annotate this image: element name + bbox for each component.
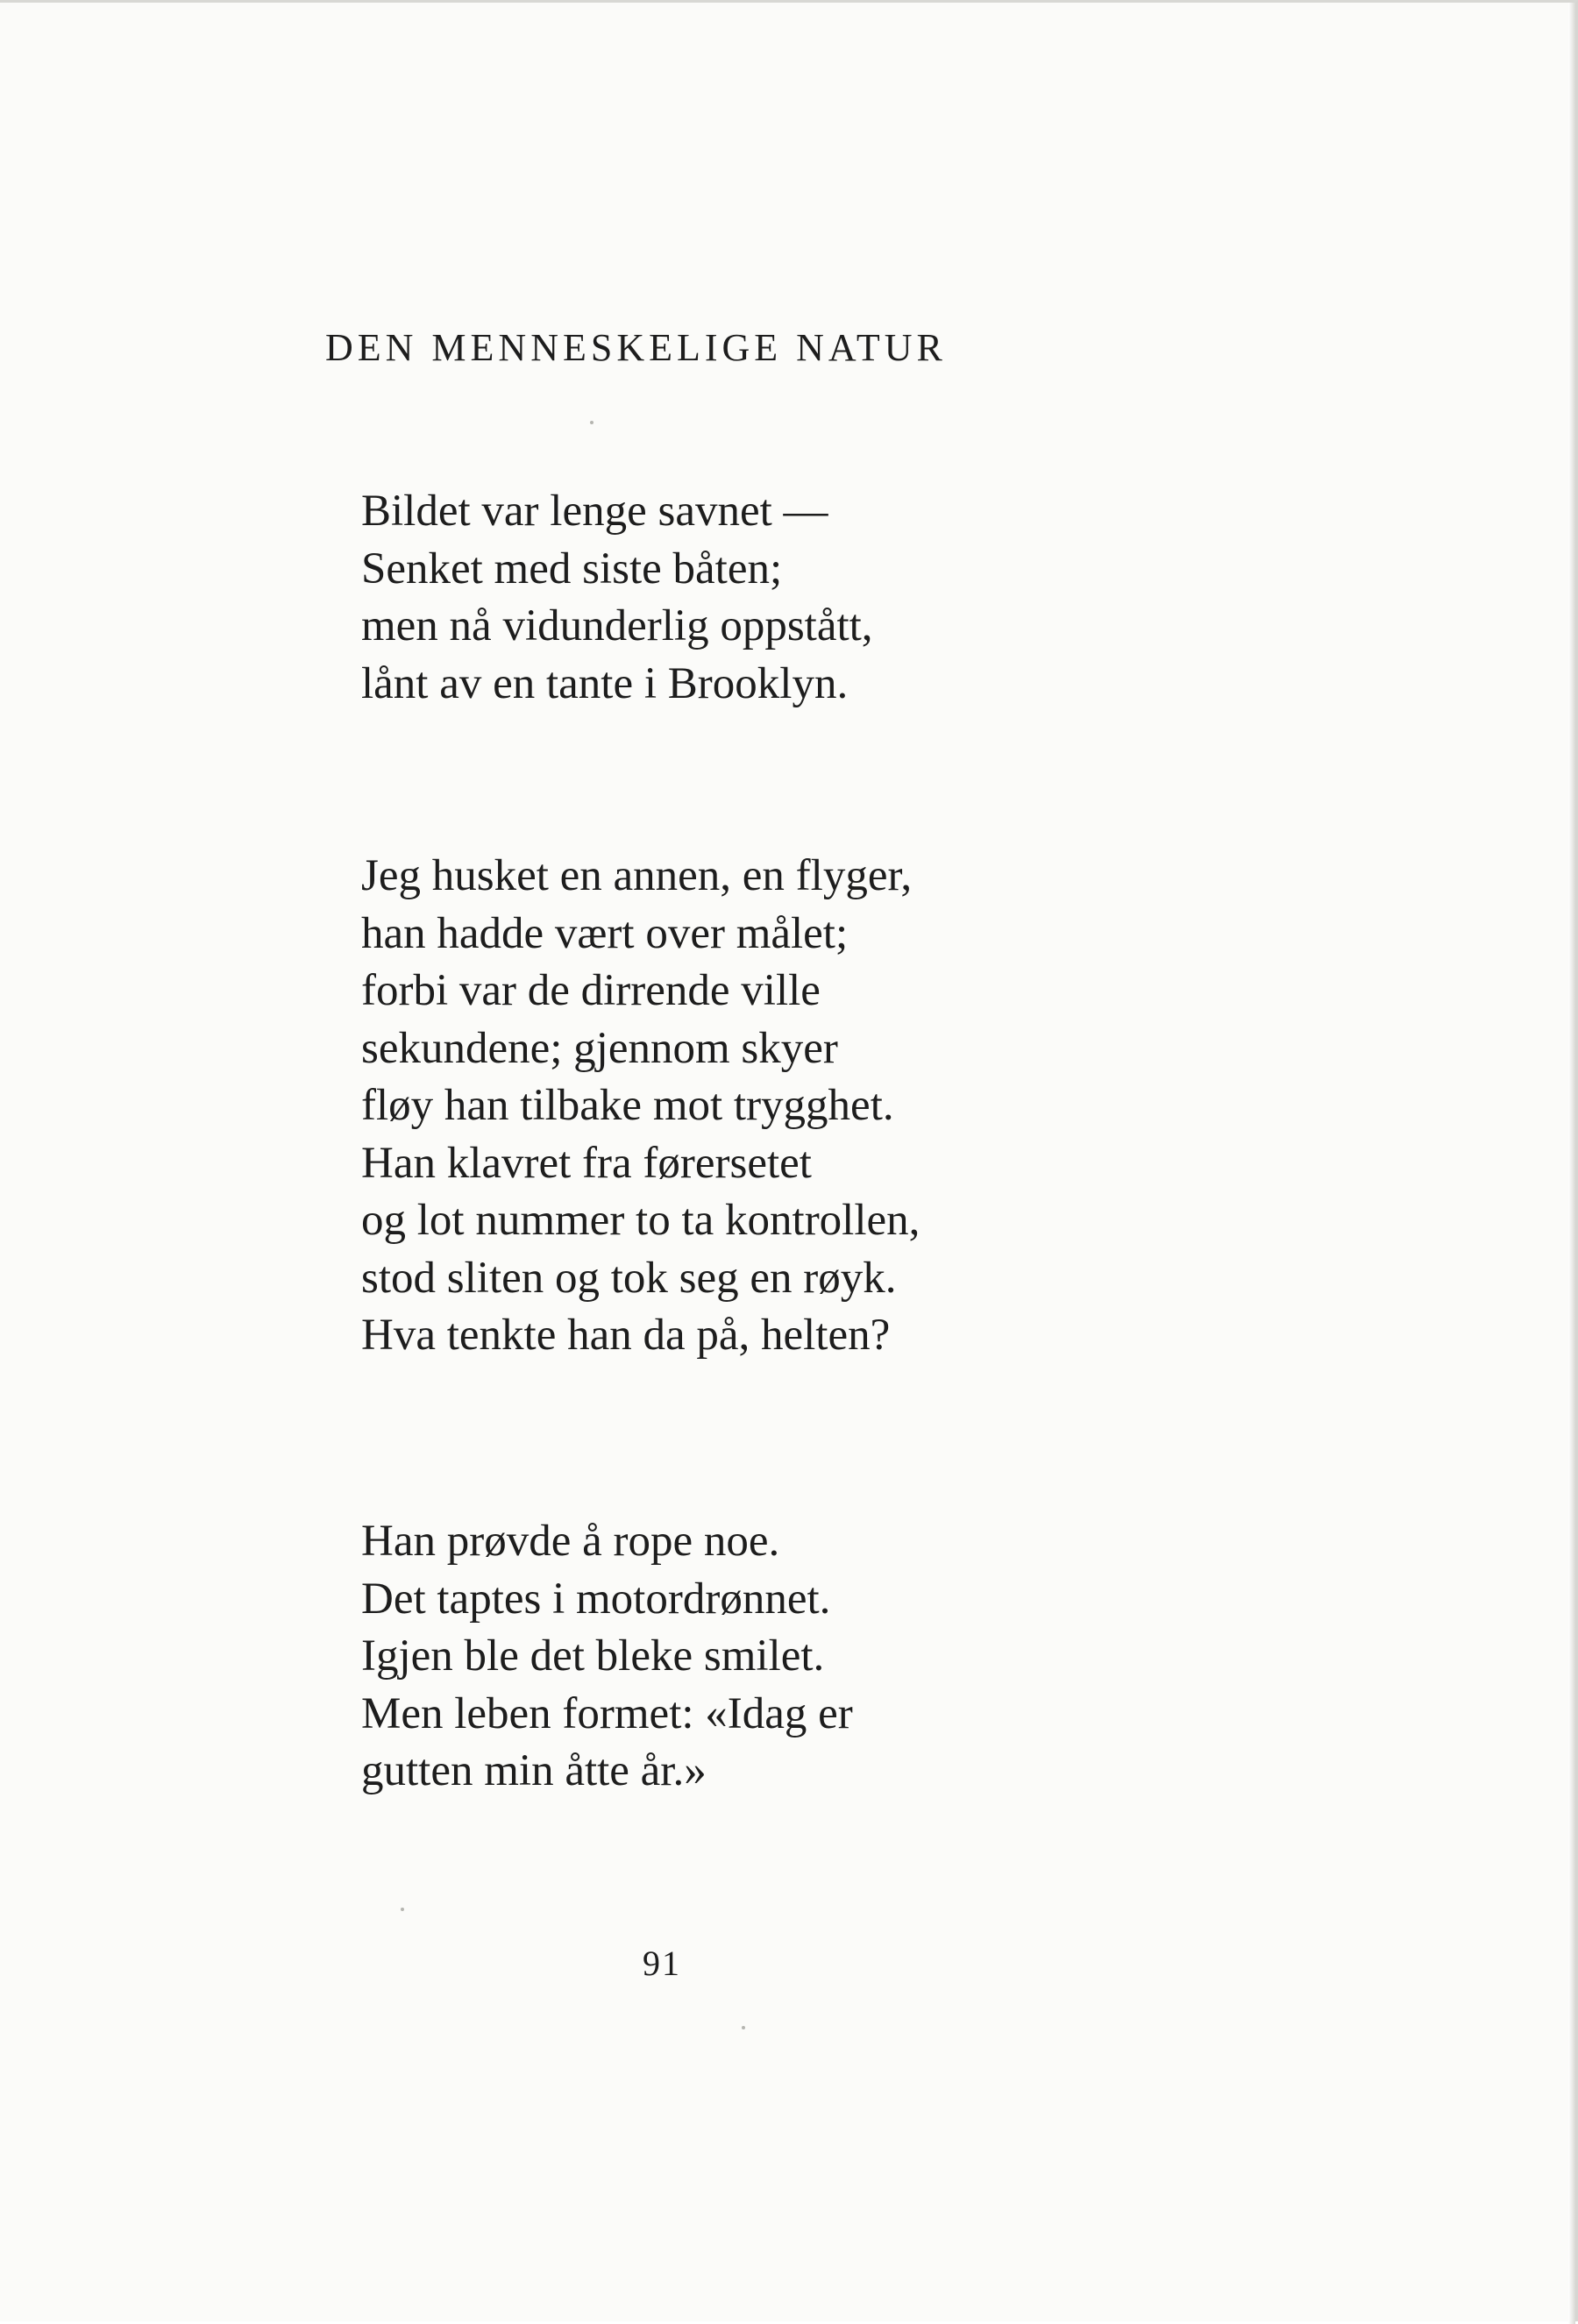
paper-speck (742, 2026, 745, 2029)
paper-speck (401, 1908, 404, 1911)
poem-line: Senket med siste båten; (361, 544, 783, 593)
poem-line: Men leben formet: «Idag er (361, 1688, 853, 1738)
stanza-1 (361, 483, 873, 713)
poem-line: gutten min åtte år.» (361, 1746, 707, 1795)
poem-line: stod sliten og tok seg en røyk. (361, 1253, 897, 1303)
poem-line: Igjen ble det bleke smilet. (361, 1631, 825, 1681)
poem-line: Det taptes i motordrønnet. (361, 1574, 831, 1624)
stanza-3 (361, 1513, 853, 1801)
poem-line: fløy han tilbake mot trygghet. (361, 1081, 894, 1130)
poem-line: Bildet var lenge savnet — (361, 487, 828, 536)
poem-title: DEN MENNESKELIGE NATUR (325, 326, 947, 369)
paper-speck (590, 421, 594, 424)
poem-line: Hva tenkte han da på, helten? (361, 1311, 891, 1360)
page-edge-shadow (1568, 3, 1575, 2324)
poem-line: Han klavret fra førersetet (361, 1138, 812, 1188)
poem-line: lånt av en tante i Brooklyn. (361, 658, 849, 708)
poem-line: sekundene; gjennom skyer (361, 1023, 838, 1073)
poem-line: forbi var de dirrende ville (361, 966, 821, 1015)
page-number: 91 (643, 1944, 681, 1983)
stanza-2 (361, 848, 920, 1365)
poem-line: og lot nummer to ta kontrollen, (361, 1196, 920, 1245)
poem-line: men nå vidunderlig oppstått, (361, 601, 873, 650)
poem-line: Han prøvde å rope noe. (361, 1517, 780, 1566)
poem-line: Jeg husket en annen, en flyger, (361, 851, 913, 900)
poem-line: han hadde vært over målet; (361, 908, 849, 958)
